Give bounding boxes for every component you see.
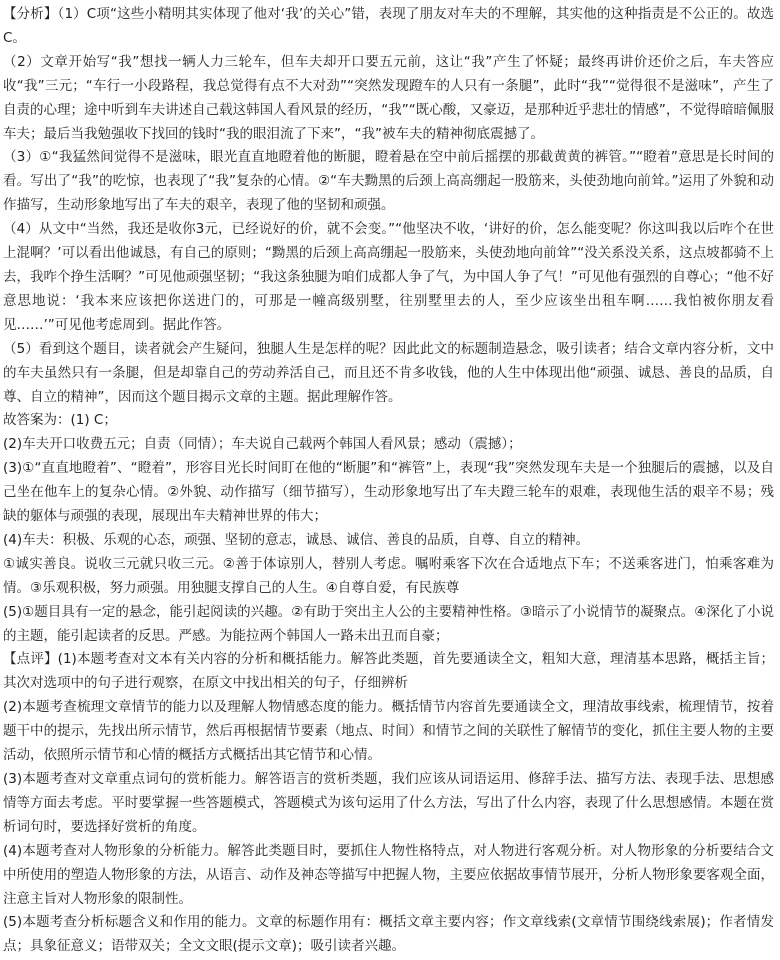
comment-3: (3)本题考查对文章重点词句的赏析能力。解答语言的赏析类题，我们应该从词语运用、修辞手法、描写方法、表现手法、思想感情等方面去考虑。平时要掌握一些答题模式，答题模式为该句运用了什么方法，写出了什么内容，表现了什么思想感情。本题在赏析词句时，要选择好赏析的角度。 bbox=[3, 771, 774, 835]
analysis-paragraph-3: （3）①“我猛然间觉得不是滋味，眼光直直地瞪着他的断腿，瞪着悬在空中前后摇摆的那截黄黄的裤管。”“瞪着”意思是长时间的看。写出了“我”的吃惊，也表现了“我”复杂的心情。②“车夫黝黑的后颈上高高绷起一股筋来，头使劲地向前耸。”运用了外貌和动作描写，生动形象地写出了车夫的艰辛，表现了他的坚韧和顽强。 bbox=[3, 149, 774, 214]
analysis-section bbox=[3, 3, 774, 409]
answer-5: (5)①题目具有一定的悬念，能引起阅读的兴趣。②有助于突出主人公的主要精神性格。③暗示了小说情节的凝聚点。④深化了小说的主题，能引起读者的反思。严感。为能拉两个韩国人一路未出丑而自豪； bbox=[3, 603, 774, 644]
analysis-paragraph-2: （2）文章开始写“我”想找一辆人力三轮车，但车夫却开口要五元前，这让“我”产生了怀疑；最终再讲价还价之后，车夫答应收“我”三元；“车行一小段路程，我总觉得有点不大对劲”“突然发现蹬车的人只有一条腿”，此时“我”“觉得很不是滋味”，产生了自责的心理；途中听到车夫讲述自己载这韩国人看风景的经历，“我”“既心酸，又豪迈，是那种近乎悲壮的情感”，不觉得暗暗佩服车夫；最后当我勉强收下找回的钱时“我的眼泪流了下来”，“我”被车夫的精神彻底震撼了。 bbox=[3, 53, 774, 142]
answers-heading: 故答案为：(1) C； bbox=[3, 412, 117, 429]
answer-3: (3)①“直直地瞪着”、“瞪着”，形容目光长时间盯在他的“断腿”和“裤管”上，表现“我”突然发现车夫是一个独腿后的震撼，以及自己坐在他车上的复杂心情。②外貌、动作描写（细节描写），生动形象地写出了车夫蹬三轮车的艰难，表现他生活的艰辛不易；残缺的躯体与顽强的表现，展现出车夫精神世界的伟大； bbox=[3, 460, 774, 525]
comment-5: (5)本题考查分析标题含义和作用的能力。文章的标题作用有：概括文章主要内容；作文章线索(文章情节围绕线索展)；作者情发点；具象征意义；语带双关；全文文眼(提示文章)；吸引读者兴趣。 bbox=[3, 914, 774, 955]
comments-section bbox=[3, 648, 774, 959]
comment-4: (4)本题考查对人物形象的分析能力。解答此类题目时，要抓住人物性格特点，对人物进行客观分析。对人物形象的分析要结合文中所使用的塑造人物形象的方法，从语言、动作及神态等描写中把握人物，主要应依据故事情节展开，分析人物形象要客观全面，注意主旨对人物形象的限制性。 bbox=[3, 842, 774, 907]
comment-1: 【点评】(1)本题考查对文本有关内容的分析和概括能力。解答此类题，首先要通读全文，粗知大意，理清基本思路，概括主旨；其次对选项中的句子进行观察，在原文中找出相关的句子，仔细辨析 bbox=[3, 651, 774, 692]
answer-4: (4)车夫：积极、乐观的心态，顽强、坚韧的意志，诚恳、诚信、善良的品质，自尊、自立的精神。 bbox=[3, 531, 590, 548]
answers-section bbox=[3, 409, 774, 648]
analysis-paragraph-1: 【分析】（1）C项“这些小精明其实体现了他对‘我’的关心”错，表现了朋友对车夫的不理解，其实他的这种指责是不公正的。故选C。 bbox=[3, 6, 774, 46]
comment-2: (2)本题考查梳理文章情节的能力以及理解人物情感态度的能力。概括情节内容首先要通读全文，理清故事线索，梳理情节，按着题干中的提示，先找出所示情节，然后再根据情节要素（地点、时间）和情节之间的关联性了解情节的变化，抓住主要人物的主要活动，依照所示情节和心情的概括方式概括出其它情节和心情。 bbox=[3, 699, 774, 764]
answer-4-details: ①诚实善良。说收三元就只收三元。②善于体谅别人，替别人考虑。嘱咐乘客下次在合适地点下车；不送乘客进门，怕乘客难为情。③乐观积极，努力顽强。用独腿支撑自己的人生。④自尊自爱，有民族尊 bbox=[3, 555, 774, 596]
answer-2: (2)车夫开口收费五元；自责（同情）；车夫说自己载两个韩国人看风景；感动（震撼）； bbox=[3, 436, 522, 453]
analysis-paragraph-5: （5）看到这个题目，读者就会产生疑问，独腿人生是怎样的呢？因此此文的标题制造悬念，吸引读者；结合文章内容分析，文中的车夫虽然只有一条腿，但是却靠自己的劳动养活自己，而且还不肯多收钱，他的人生中体现出他“顽强、诚恳、善良的品质，自尊、自立的精神”，因而这个题目揭示文章的主题。据此理解作答。 bbox=[3, 340, 774, 405]
analysis-paragraph-4: （4）从文中“当然，我还是收你3元，已经说好的价，就不会变。”“他坚决不收，‘讲好的价，怎么能变呢？你这叫我以后咋个在世上混啊？’可以看出他诚恳，有自己的原则；“黝黑的后颈上高高绷起一股筋来，头使劲地向前耸”“没关系没关系，这点坡都骑不上去，我咋个挣生活啊？”可见他顽强坚韧；“我这条独腿为咱们成都人争了气，为中国人争了气！”可见他有强烈的自尊心；“他不好意思地说：‘我本来应该把你送进门的，可那是一幢高级别墅，往别墅里去的人，至少应该坐出租车啊……我怕被你朋友看见……’”可见他考虑周到。据此作答。 bbox=[3, 221, 774, 333]
